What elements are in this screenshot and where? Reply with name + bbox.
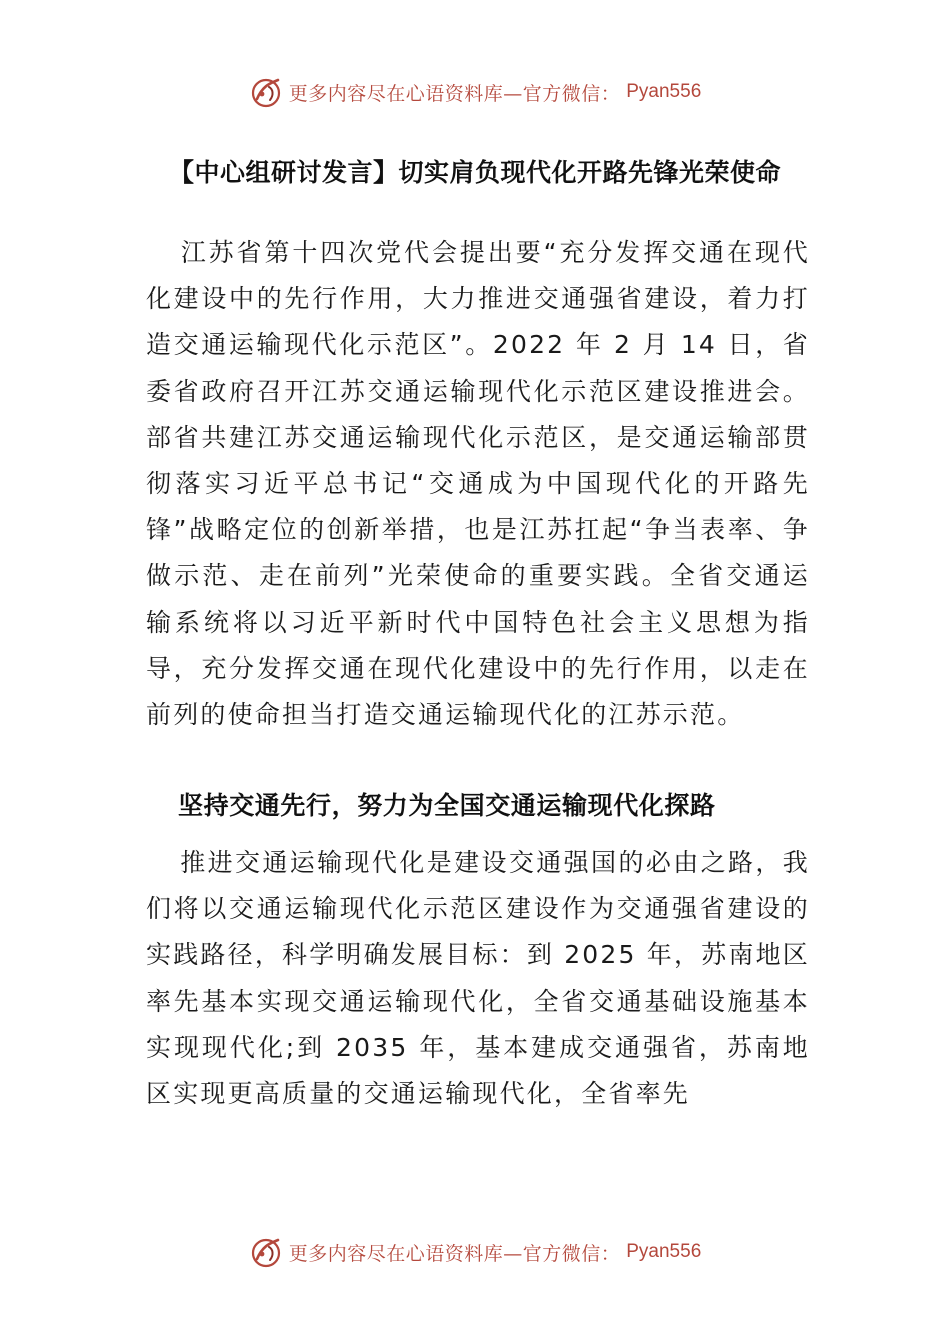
body-paragraph-1-text: 江苏省第十四次党代会提出要“充分发挥交通在现代化建设中的先行作用，大力推进交通强省建设，着力打造交通运输现代化示范区”。2022 年 2 月 14 日，省委省政府召开江苏交通运输现代化示范区建设推进会。部省共建江苏交通运输现代化示范区，是交通运输部贯彻落实习近平总书记“交通成为中国现代化的开路先锋”战略定位的创新举措，也是江苏扛起“争当表率、争做示范、走在前列”光荣使命的重要实践。全省交通运输系统将以习近平新时代中国特色社会主义思想为指导，充分发挥交通在现代化建设中的先行作用，以走在前列的使命担当打造交通运输现代化的江苏示范。 bbox=[146, 238, 810, 730]
watermark-text: 更多内容尽在心语资料库—官方微信： bbox=[288, 82, 621, 105]
body-paragraph-1 bbox=[146, 230, 810, 738]
section-heading: 坚持交通先行，努力为全国交通运输现代化探路 bbox=[178, 791, 716, 820]
footer-watermark bbox=[0, 1232, 950, 1272]
header-watermark bbox=[0, 72, 950, 112]
watermark-wechat-id: Pyan556 bbox=[626, 1241, 702, 1262]
brand-logo-icon bbox=[249, 1235, 283, 1269]
watermark-wechat-id: Pyan556 bbox=[626, 81, 702, 102]
brand-logo-icon bbox=[249, 75, 283, 109]
document-title: 【中心组研讨发言】切实肩负现代化开路先锋光荣使命 bbox=[168, 157, 781, 187]
body-paragraph-2 bbox=[146, 840, 810, 1117]
body-paragraph-2-text: 推进交通运输现代化是建设交通强国的必由之路，我们将以交通运输现代化示范区建设作为交通强省建设的实践路径，科学明确发展目标：到 2025 年，苏南地区率先基本实现交通运输现代化，全省交通基础设施基本实现现代化;到 2035 年，基本建成交通强省，苏南地区实现更高质量的交通运输现代化，全省率先 bbox=[146, 848, 810, 1109]
watermark-text: 更多内容尽在心语资料库—官方微信： bbox=[288, 1242, 621, 1265]
